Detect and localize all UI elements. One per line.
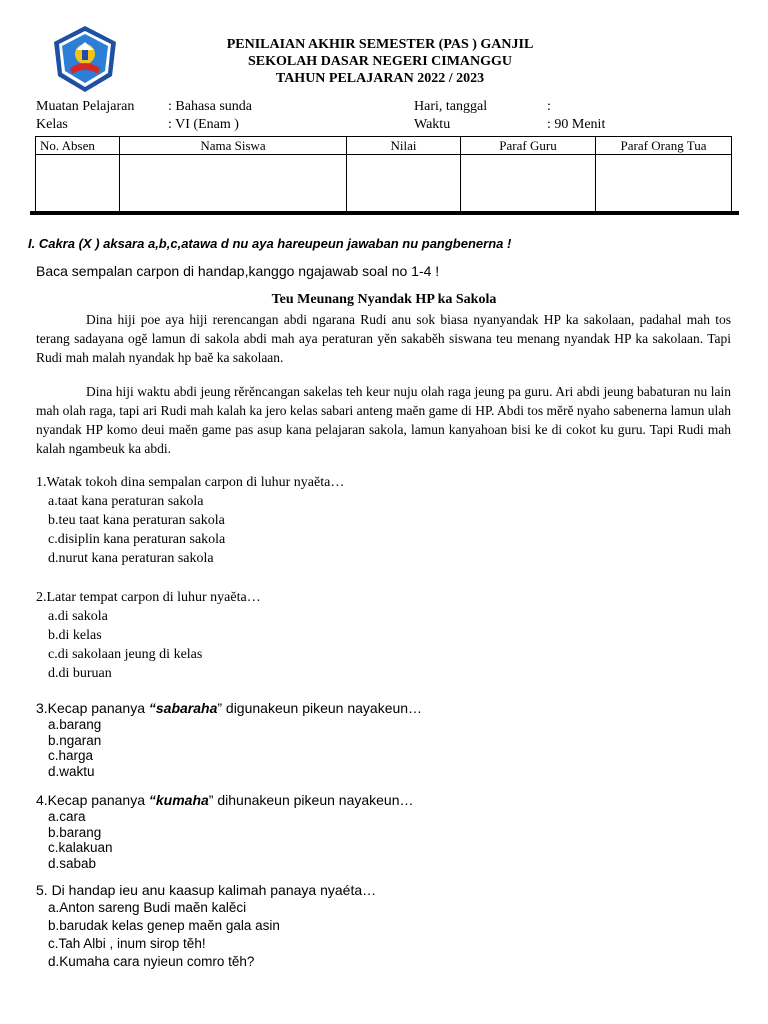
option-a[interactable]: a.Anton sareng Budi maĕn kalĕci <box>48 900 247 915</box>
option-c[interactable]: c.disiplin kana peraturan sakola <box>48 532 226 547</box>
cell-nama-siswa[interactable] <box>120 155 347 212</box>
question-3 <box>36 700 736 779</box>
option-a[interactable]: a.taat kana peraturan sakola <box>48 494 204 509</box>
option-d[interactable]: d.Kumaha cara nyieun comro tĕh? <box>48 954 255 969</box>
option-c[interactable]: c.kalakuan <box>48 840 113 855</box>
option-d[interactable]: d.nurut kana peraturan sakola <box>48 551 214 566</box>
question-text: 5. Di handap ieu anu kaasup kalimah panaya nyaéta… <box>36 882 377 898</box>
section-instruction: I. Cakra (X ) aksara a,b,c,atawa d nu aya hareupeun jawaban nu pangbenerna ! <box>28 236 512 251</box>
story-paragraph-1: Dina hiji poe aya hiji rerencangan abdi ngarana Rudi anu sok biasa nyanyandak HP ka sakolaan, padahal mah tos terang sadayana ogĕ lamun di sakola abdi mah aya peraturan yĕn sakabĕh siswana teu menang nyandak HP ka sakolaan. Tapi Rudi mah malah nyandak hp baĕ ka sakolaan. <box>36 312 731 365</box>
cell-nilai[interactable] <box>347 155 461 212</box>
question-keyword: “kumaha <box>148 792 209 808</box>
option-a[interactable]: a.di sakola <box>48 609 108 624</box>
student-grade-table <box>35 136 732 212</box>
col-paraf-orang-tua: Paraf Orang Tua <box>596 137 732 155</box>
class-value: : VI (Enam ) <box>168 117 239 132</box>
question-text-post: ” dihunakeun pikeun nayakeun… <box>208 792 414 808</box>
option-a[interactable]: a.cara <box>48 809 86 824</box>
story-paragraph-2: Dina hiji waktu abdi jeung rĕrĕncangan sakelas teh keur nuju olah raga jeung pa guru. Ari abdi jeung babaturan nu lain mah olah raga, tapi ari Rudi mah kalah ka jero kelas sabari anteng maĕn game di HP. Abdi tos mĕrĕ nyaho sabenerna lamun ulah nyandak HP komo deui maĕn game pas asup kana pelajaran sakola, lamun kanyahoan bisi ke di cokot ku guru. Tapi Rudi mah kalah ngambeuk ka abdi. <box>36 384 731 456</box>
option-c[interactable]: c.harga <box>48 748 94 763</box>
question-1 <box>36 473 736 568</box>
question-text-pre: 3.Kecap pananya <box>36 700 149 716</box>
question-5 <box>36 882 736 971</box>
divider-line <box>30 211 739 215</box>
header-line-1: PENILAIAN AKHIR SEMESTER (PAS ) GANJIL <box>226 37 534 52</box>
header-line-3: TAHUN PELAJARAN 2022 / 2023 <box>275 71 485 86</box>
day-value: : <box>547 99 551 114</box>
header-line-2: SEKOLAH DASAR NEGERI CIMANGGU <box>247 54 513 69</box>
option-b[interactable]: b.barang <box>48 824 102 840</box>
subject-label: Muatan Pelajaran <box>36 99 135 114</box>
option-a[interactable]: a.barang <box>48 717 102 732</box>
question-2 <box>36 588 736 683</box>
subject-value: : Bahasa sunda <box>168 99 252 114</box>
question-text <box>36 792 736 809</box>
reading-prompt: Baca sempalan carpon di handap,kanggo ngajawab soal no 1-4 ! <box>36 263 440 279</box>
cell-paraf-orang-tua[interactable] <box>596 155 732 212</box>
cell-paraf-guru[interactable] <box>461 155 596 212</box>
time-value: : 90 Menit <box>547 117 606 132</box>
time-label: Waktu <box>414 117 451 132</box>
day-label: Hari, tanggal <box>414 99 488 114</box>
question-text <box>36 700 736 717</box>
col-nilai: Nilai <box>347 137 461 155</box>
col-no-absen: No. Absen <box>36 137 120 155</box>
option-d[interactable]: d.di buruan <box>48 666 112 681</box>
table-header-row <box>36 137 732 155</box>
cell-no-absen[interactable] <box>36 155 120 212</box>
option-d[interactable]: d.waktu <box>48 763 95 779</box>
option-b[interactable]: b.barudak kelas genep maĕn gala asin <box>48 918 280 933</box>
option-c[interactable]: c.Tah Albi , inum sirop tĕh! <box>48 936 206 951</box>
option-c[interactable]: c.di sakolaan jeung di kelas <box>48 647 203 662</box>
tut-wuri-handayani-logo <box>50 24 120 94</box>
option-b[interactable]: b.ngaran <box>48 732 102 748</box>
question-keyword: “sabaraha <box>148 700 218 716</box>
exam-header <box>150 36 610 87</box>
question-text-pre: 4.Kecap pananya <box>36 792 149 808</box>
question-text: 2.Latar tempat carpon di luhur nyaĕta… <box>36 590 261 605</box>
class-label: Kelas <box>36 117 68 132</box>
question-text: 1.Watak tokoh dina sempalan carpon di luhur nyaĕta… <box>36 475 345 490</box>
col-paraf-guru: Paraf Guru <box>461 137 596 155</box>
option-b[interactable]: b.teu taat kana peraturan sakola <box>48 513 225 528</box>
option-d[interactable]: d.sabab <box>48 855 97 871</box>
question-4 <box>36 792 736 871</box>
col-nama-siswa: Nama Siswa <box>120 137 347 155</box>
option-b[interactable]: b.di kelas <box>48 628 102 643</box>
table-row <box>36 155 732 212</box>
story-title: Teu Meunang Nyandak HP ka Sakola <box>271 292 497 307</box>
question-text-post: ” digunakeun pikeun nayakeun… <box>217 700 423 716</box>
